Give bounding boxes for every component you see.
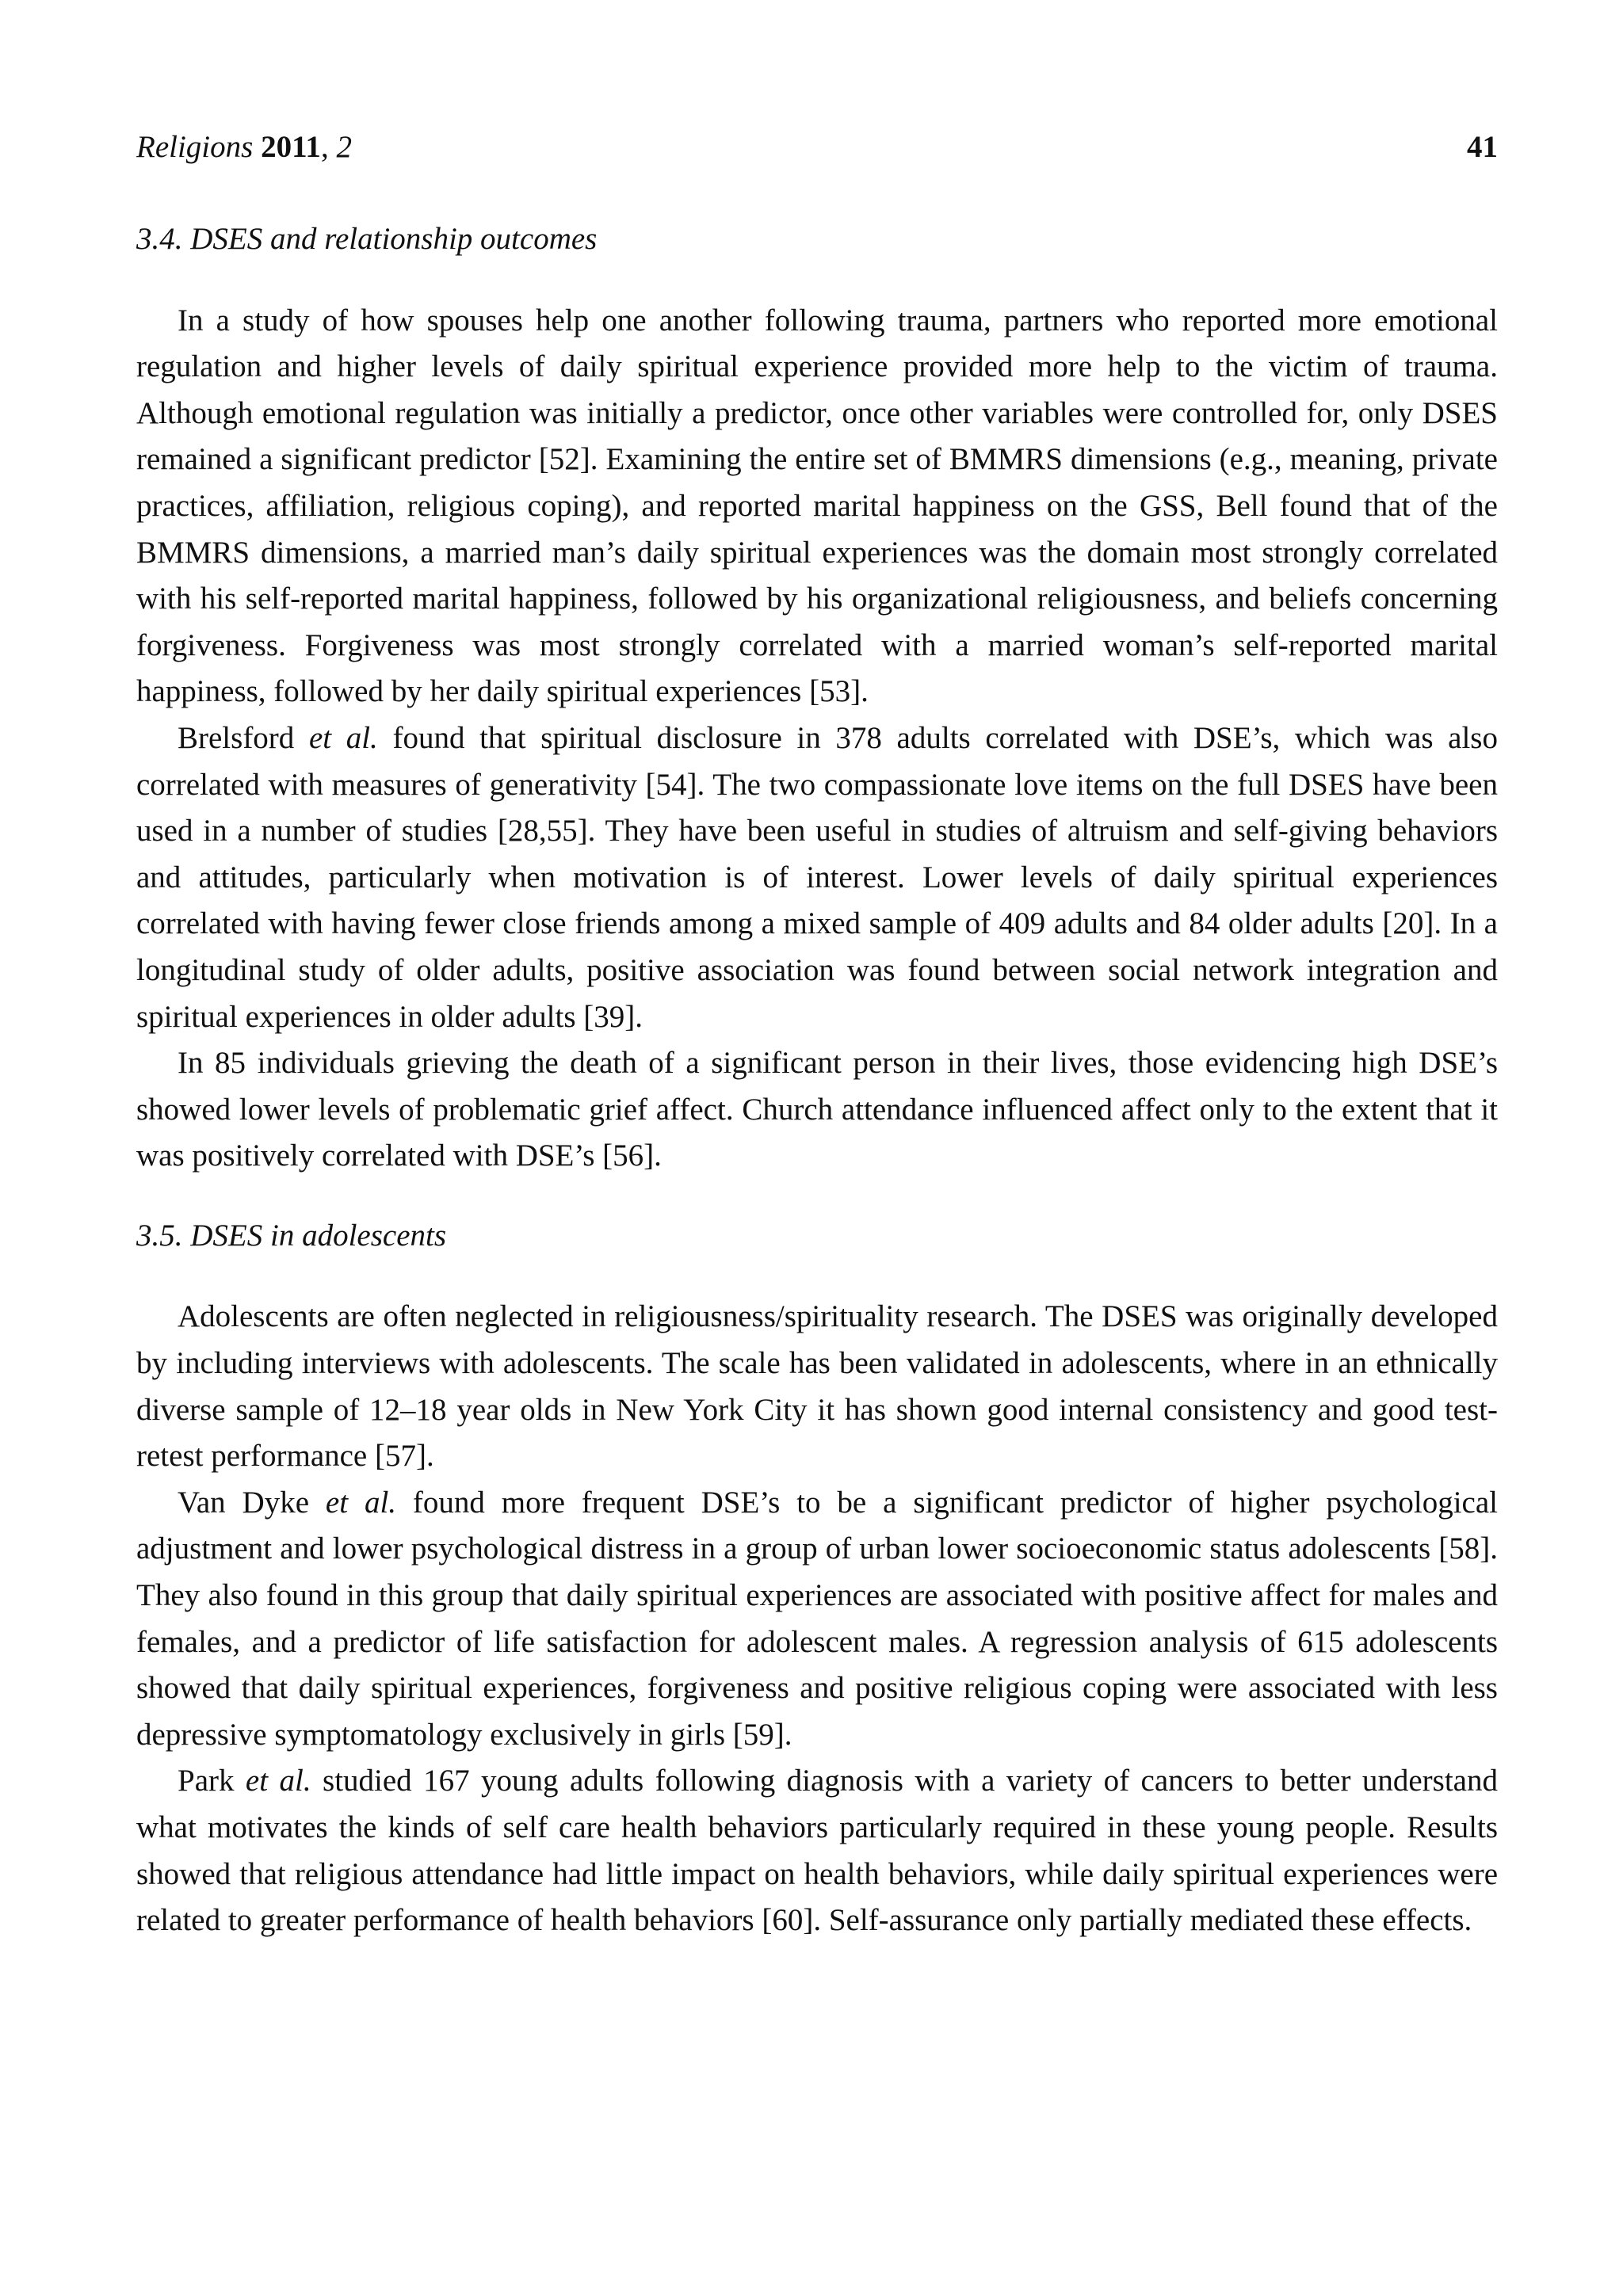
body-text [136, 216, 1498, 1944]
et-al: et al. [308, 720, 378, 755]
journal-name: Religions [136, 130, 254, 164]
section-heading-3-4: 3.4. DSES and relationship outcomes [136, 222, 598, 256]
paragraph [136, 1480, 1498, 1759]
running-header [136, 128, 1498, 166]
paragraph-text: Park [178, 1764, 246, 1798]
journal-year: 2011 [261, 130, 321, 164]
paragraph-text: found more frequent DSE’s to be a significant predictor of higher psychological adjustment and lower psychological distress in a group of urban lower socioeconomic status adolescents [58]. They also found in this group that daily spiritual experiences are associated with positive affect for males and females, and a predictor of life satisfaction for adolescent males. A regression analysis of 615 adolescents showed that daily spiritual experiences, forgiveness and positive religious coping were associated with less depressive symptomatology exclusively in girls [59]. [136, 1485, 1498, 1752]
section-heading-3-5: 3.5. DSES in adolescents [136, 1218, 447, 1253]
paragraph-text: studied 167 young adults following diagnosis with a variety of cancers to better understand what motivates the kinds of self care health behaviors particularly required in these young people. Results showed that religious attendance had little impact on health behaviors, while daily spiritual experiences were related to greater performance of health behaviors [60]. Self-assurance only partially mediated these effects. [136, 1764, 1498, 1938]
paragraph: In a study of how spouses help one another following trauma, partners who reported more emotional regulation and higher levels of daily spiritual experience provided more help to the victim of trauma. Although emotional regulation was initially a predictor, once other variables were controlled for, only DSES remained a significant predictor [52]. Examining the entire set of BMMRS dimensions (e.g., meaning, private practices, affiliation, religious coping), and reported marital happiness on the GSS, Bell found that of the BMMRS dimensions, a married man’s daily spiritual experiences was the domain most strongly correlated with his self-reported marital happiness, followed by his organizational religiousness, and beliefs concerning forgiveness. Forgiveness was most strongly correlated with a married woman’s self-reported marital happiness, followed by her daily spiritual experiences [53]. [136, 303, 1498, 709]
paragraph-text: Brelsford [178, 720, 309, 755]
paragraph: In 85 individuals grieving the death of a significant person in their lives, those evidencing high DSE’s showed lower levels of problematic grief affect. Church attendance influenced affect only to the extent that it was positively correlated with DSE’s [56]. [136, 1046, 1498, 1173]
et-al: et al. [245, 1764, 311, 1798]
header-comma: , [320, 130, 337, 164]
paragraph [136, 715, 1498, 1040]
et-al: et al. [325, 1485, 397, 1520]
paragraph-text: found that spiritual disclosure in 378 adults correlated with DSE’s, which was also correlated with measures of generativity [54]. The two compassionate love items on the full DSES have been used in a number of studies [28,55]. They have been useful in studies of altruism and self-giving behaviors and attitudes, particularly when motivation is of interest. Lower levels of daily spiritual experiences correlated with having fewer close friends among a mixed sample of 409 adults and 84 older adults [20]. In a longitudinal study of older adults, positive association was found between social network integration and spiritual experiences in older adults [39]. [136, 720, 1498, 1034]
paragraph: Adolescents are often neglected in religiousness/spirituality research. The DSES was originally developed by including interviews with adolescents. The scale has been validated in adolescents, where in an ethnically diverse sample of 12–18 year olds in New York City it has shown good internal consistency and good test-retest performance [57]. [136, 1299, 1498, 1474]
page-number: 41 [1467, 130, 1498, 164]
paragraph-text: Van Dyke [178, 1485, 326, 1520]
journal-volume: 2 [336, 130, 352, 164]
paragraph [136, 1758, 1498, 1943]
